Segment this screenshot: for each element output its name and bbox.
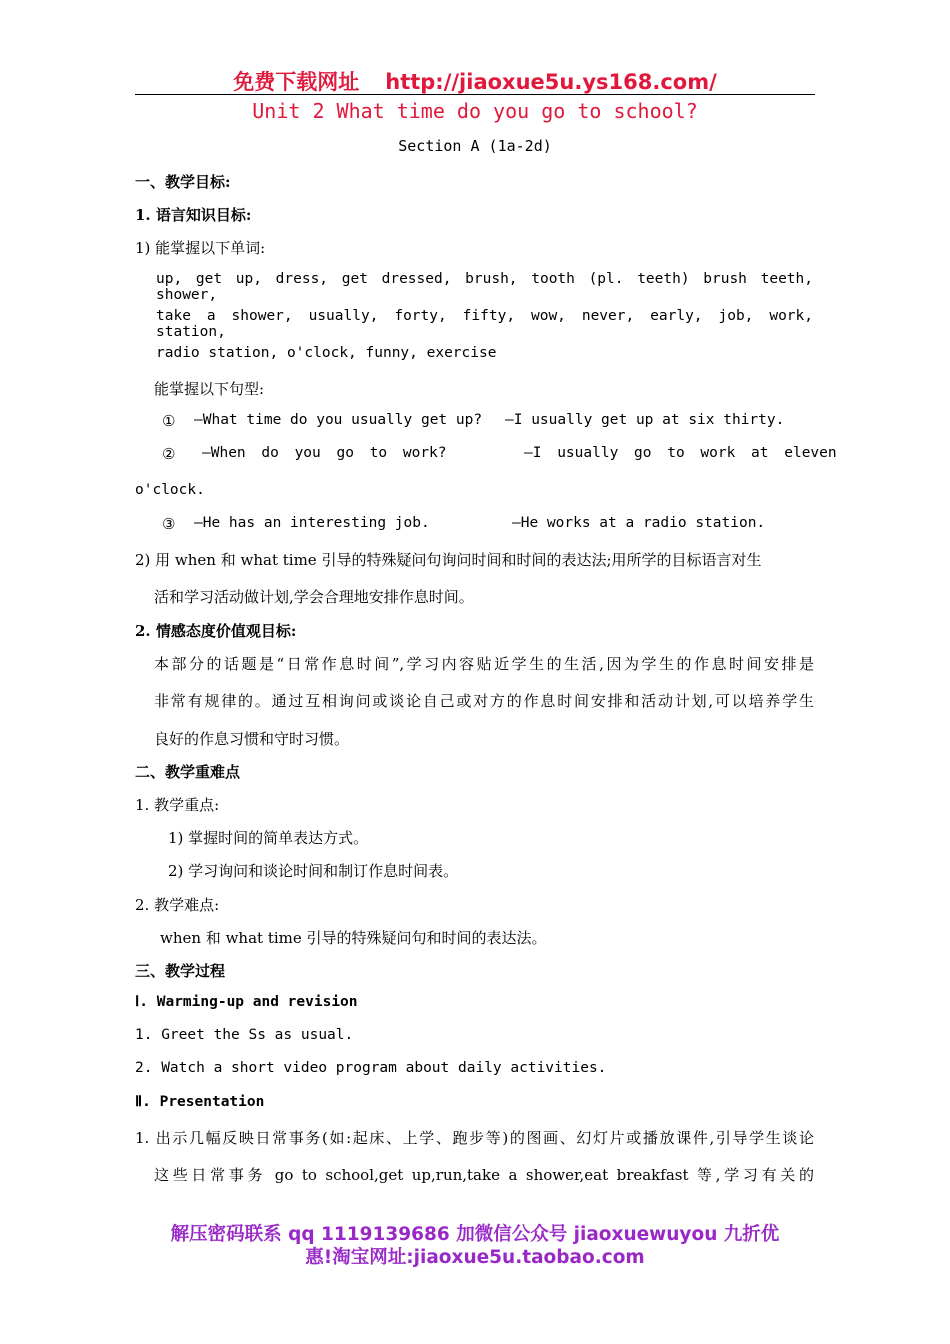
vocab-line: up, get up, dress, get dressed, brush, tooth (pl. teeth) brush teeth, shower,: [156, 271, 813, 303]
part-presentation: Ⅱ. Presentation: [135, 1094, 265, 1110]
presentation-line: 这些日常事务 go to school,get up,run,take a shower,eat breakfast 等,学习有关的: [154, 1166, 814, 1184]
item-when-whattime: 2) 用 when 和 what time 引导的特殊疑问句询问时间和时间的表达法;用所学的目标语言对生: [135, 551, 762, 569]
key-point-item: 1) 掌握时间的简单表达方式。: [168, 829, 369, 847]
key-points-label: 1. 教学重点:: [135, 796, 220, 814]
document-title: Unit 2 What time do you go to school?: [252, 99, 698, 123]
footer-shop-line: 惠!淘宝网址:jiaoxue5u.taobao.com: [305, 1247, 645, 1268]
step-item: 1. Greet the Ss as usual.: [135, 1027, 354, 1043]
pattern-answer: —He works at a radio station.: [512, 515, 766, 531]
paragraph-line: 本部分的话题是“日常作息时间”,学习内容贴近学生的生活,因为学生的作息时间安排是: [154, 655, 814, 673]
difficult-point-item: when 和 what time 引导的特殊疑问句和时间的表达法。: [160, 929, 547, 947]
heading-teaching-process: 三、教学过程: [135, 962, 226, 980]
header-banner: [0, 66, 950, 96]
paragraph-line: 非常有规律的。通过互相询问或谈论自己或对方的作息时间安排和活动计划,可以培养学生: [154, 692, 814, 710]
pattern-number: ①: [162, 412, 176, 430]
subheading-language: 1. 语言知识目标:: [135, 206, 252, 224]
patterns-label: 能掌握以下句型:: [154, 380, 265, 398]
difficult-points-label: 2. 教学难点:: [135, 896, 220, 914]
pattern-number: ②: [162, 445, 176, 463]
pattern-question: —He has an interesting job.: [194, 515, 430, 531]
header-label: 免费下载网址: [233, 70, 360, 94]
presentation-line: 1. 出示几幅反映日常事务(如:起床、上学、跑步等)的图画、幻灯片或播放课件,引导学生谈论: [135, 1129, 814, 1147]
item-when-whattime-cont: 活和学习活动做计划,学会合理地安排作息时间。: [154, 588, 474, 606]
section-subtitle: Section A (1a-2d): [398, 137, 552, 155]
pattern-answer: —I usually go to work at eleven: [524, 445, 837, 461]
header-divider: [135, 94, 815, 95]
heading-objectives: 一、教学目标:: [135, 173, 231, 191]
key-point-item: 2) 学习询问和谈论时间和制订作息时间表。: [168, 862, 459, 880]
subheading-attitude: 2. 情感态度价值观目标:: [135, 622, 297, 640]
footer-contact-line: 解压密码联系 qq 1119139686 加微信公众号 jiaoxuewuyou 九折优: [170, 1224, 780, 1245]
pattern-answer-cont: o'clock.: [135, 482, 205, 498]
pattern-question: —What time do you usually get up?: [194, 412, 483, 428]
header-url-link[interactable]: http://jiaoxue5u.ys168.com/: [385, 70, 717, 94]
part-warming-up: Ⅰ. Warming-up and revision: [135, 994, 358, 1010]
heading-key-points: 二、教学重难点: [135, 763, 241, 781]
pattern-question: —When do you go to work?: [202, 445, 447, 461]
paragraph-line: 良好的作息习惯和守时习惯。: [154, 730, 350, 748]
step-item: 2. Watch a short video program about daily activities.: [135, 1060, 607, 1076]
vocab-line: take a shower, usually, forty, fifty, wow, never, early, job, work, station,: [156, 308, 813, 340]
pattern-answer: —I usually get up at six thirty.: [505, 412, 785, 428]
item-vocab-label: 1) 能掌握以下单词:: [135, 239, 266, 257]
pattern-number: ③: [162, 515, 176, 533]
vocab-line: radio station, o'clock, funny, exercise: [156, 345, 497, 361]
